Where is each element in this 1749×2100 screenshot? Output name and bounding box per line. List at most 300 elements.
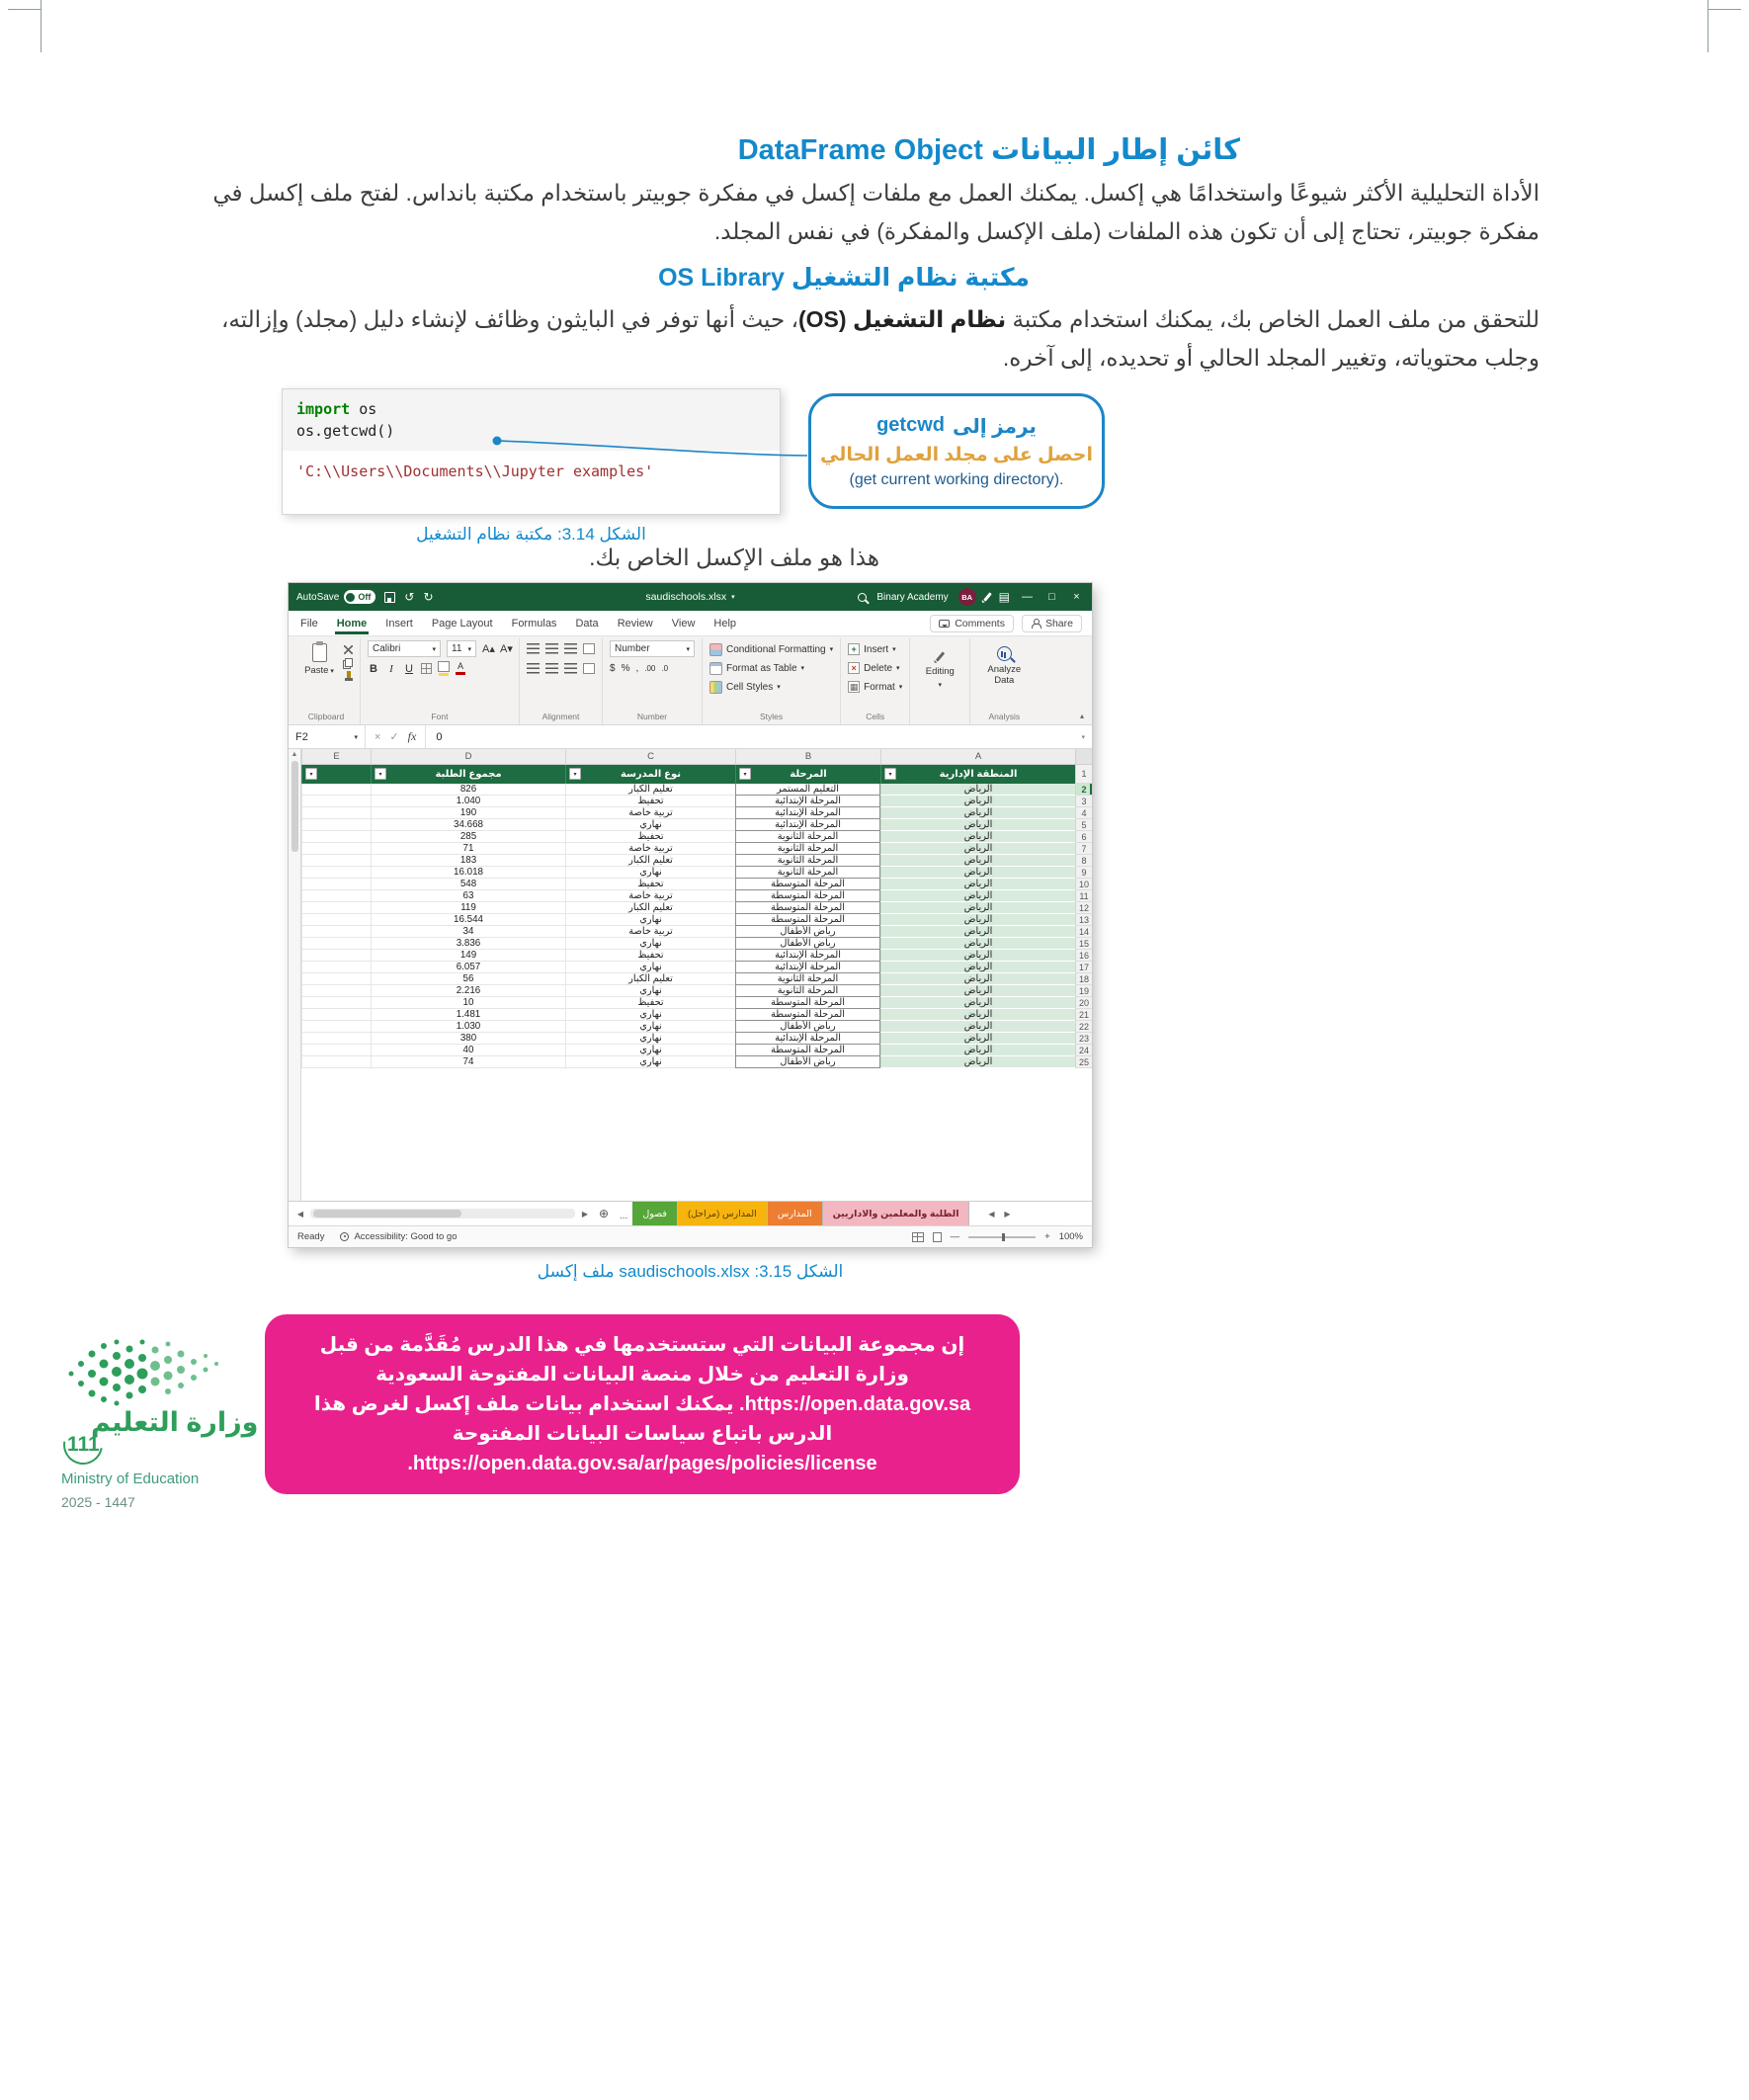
row-header-18[interactable]: 18 <box>1075 973 1092 985</box>
cell-E19[interactable] <box>301 985 371 997</box>
accessibility-status[interactable]: Accessibility: Good to go <box>340 1231 457 1242</box>
edition-years: 2025 - 1447 <box>61 1494 135 1510</box>
cell-B7[interactable]: المرحلة الثانوية <box>735 843 880 855</box>
cell-E24[interactable] <box>301 1045 371 1056</box>
menu-tab-file[interactable]: File <box>300 617 318 630</box>
decrease-decimal-icon[interactable]: .0 <box>661 664 669 673</box>
cell-C21[interactable]: نهاري <box>565 1009 735 1021</box>
cell-D15[interactable]: 3.836 <box>371 938 565 950</box>
cell-B15[interactable]: رياض الأطفال <box>735 938 880 950</box>
cell-A19[interactable]: الرياض <box>880 985 1075 997</box>
cell-C14[interactable]: تربية خاصة <box>565 926 735 938</box>
number-format-select[interactable]: Number ▾ <box>610 640 695 657</box>
row-header-5[interactable]: 5 <box>1075 819 1092 831</box>
cancel-entry-icon[interactable]: × <box>375 730 381 743</box>
page-number: 111 <box>55 1417 111 1472</box>
cell-A15[interactable]: الرياض <box>880 938 1075 950</box>
cell-B11[interactable]: المرحلة المتوسطة <box>735 890 880 902</box>
code-line2: os.getcwd() <box>296 422 395 440</box>
currency-format-icon[interactable]: $ <box>610 663 616 674</box>
cell-A3[interactable]: الرياض <box>880 796 1075 807</box>
formula-input[interactable]: 0 <box>436 730 443 743</box>
decrease-font-icon[interactable]: A▾ <box>500 643 513 655</box>
row-header-2[interactable]: 2 <box>1075 784 1092 796</box>
comma-format-icon[interactable]: , <box>635 663 639 674</box>
cell-A6[interactable]: الرياض <box>880 831 1075 843</box>
row-header-11[interactable]: 11 <box>1075 890 1092 902</box>
autosave-toggle[interactable] <box>296 590 375 604</box>
cell-A7[interactable]: الرياض <box>880 843 1075 855</box>
new-sheet-icon[interactable]: ⊕ <box>598 1207 610 1220</box>
ribbon-format-button[interactable]: ▦ Format ▾ <box>849 681 903 693</box>
ribbon-group-alignment <box>520 638 603 724</box>
ministry-name-english: Ministry of Education <box>61 1470 200 1487</box>
cell-A12[interactable]: الرياض <box>880 902 1075 914</box>
ribbon-conditional-formatting-button[interactable]: Conditional Formatting ▾ <box>709 640 833 658</box>
cell-B17[interactable]: المرحلة الإبتدائية <box>735 962 880 973</box>
align-left-icon[interactable] <box>527 663 540 674</box>
filter-icon[interactable]: ▾ <box>305 768 317 780</box>
cell-A14[interactable]: الرياض <box>880 926 1075 938</box>
sheet-row-11 <box>301 890 1092 902</box>
close-button[interactable]: × <box>1073 591 1080 603</box>
cell-B23[interactable]: المرحلة الإبتدائية <box>735 1033 880 1045</box>
cell-D21[interactable]: 1.481 <box>371 1009 565 1021</box>
menu-tab-view[interactable]: View <box>671 617 696 630</box>
font-name: Calibri <box>373 643 401 654</box>
cell-C2[interactable]: تعليم الكبار <box>565 784 735 796</box>
sheet-row-18 <box>301 973 1092 985</box>
cell-D6[interactable]: 285 <box>371 831 565 843</box>
cell-B13[interactable]: المرحلة المتوسطة <box>735 914 880 926</box>
increase-decimal-icon[interactable]: .00 <box>644 664 656 673</box>
cell-D25[interactable]: 74 <box>371 1056 565 1068</box>
analyze-data-button[interactable] <box>977 640 1031 686</box>
scrollbar-thumb <box>313 1210 461 1218</box>
row-header-25[interactable]: 25 <box>1075 1056 1092 1068</box>
cell-D20[interactable]: 10 <box>371 997 565 1009</box>
menu-tab-formulas[interactable]: Formulas <box>511 617 557 630</box>
increase-font-icon[interactable]: A▴ <box>482 643 495 655</box>
copy-icon[interactable] <box>345 658 353 667</box>
sheet-row-23 <box>301 1033 1092 1045</box>
cell-C12[interactable]: تعليم الكبار <box>565 902 735 914</box>
cell-B21[interactable]: المرحلة المتوسطة <box>735 1009 880 1021</box>
horizontal-scrollbar[interactable] <box>310 1209 575 1218</box>
header-cell-total-students[interactable]: ▾ مجموع الطلبة <box>371 765 565 784</box>
row-header-12[interactable]: 12 <box>1075 902 1092 914</box>
ribbon-group-editing <box>910 638 970 724</box>
cell-D14[interactable]: 34 <box>371 926 565 938</box>
merge-center-icon[interactable] <box>583 663 595 674</box>
hscroll-left-icon[interactable]: ◀ <box>296 1209 304 1218</box>
paste-button[interactable]: Paste ▾ <box>299 640 339 678</box>
cell-A10[interactable]: الرياض <box>880 879 1075 890</box>
pen-icon[interactable] <box>983 592 992 602</box>
menu-tab-review[interactable]: Review <box>617 617 653 630</box>
cell-C5[interactable]: نهاري <box>565 819 735 831</box>
ribbon-cell-styles-button[interactable]: Cell Styles ▾ <box>709 678 833 696</box>
cell-A17[interactable]: الرياض <box>880 962 1075 973</box>
cell-B2[interactable]: التعليم المستمر <box>735 784 880 796</box>
callout-ar-intro: يرمز إلى <box>952 415 1037 438</box>
cell-A25[interactable]: الرياض <box>880 1056 1075 1068</box>
format-painter-icon[interactable] <box>347 671 351 678</box>
cell-A23[interactable]: الرياض <box>880 1033 1075 1045</box>
cell-D13[interactable]: 16.544 <box>371 914 565 926</box>
cell-D16[interactable]: 149 <box>371 950 565 962</box>
share-button[interactable] <box>1022 615 1082 632</box>
column-header-e[interactable]: E <box>301 749 371 764</box>
tab-scroll-left-icon[interactable]: ◀ <box>988 1209 995 1218</box>
callout-connector-line <box>489 425 810 469</box>
sheet-row-21 <box>301 1009 1092 1021</box>
callout-line3: (get current working directory). <box>849 470 1064 488</box>
zoom-out-icon[interactable]: — <box>950 1231 960 1242</box>
cell-B22[interactable]: رياض الأطفال <box>735 1021 880 1033</box>
cell-E5[interactable] <box>301 819 371 831</box>
row-header-15[interactable]: 15 <box>1075 938 1092 950</box>
analysis-group-label: Analysis <box>988 712 1021 721</box>
cell-C25[interactable]: نهاري <box>565 1056 735 1068</box>
cell-A5[interactable]: الرياض <box>880 819 1075 831</box>
sheet-tab-3[interactable]: الطلبة والمعلمين والاداريين <box>823 1202 970 1225</box>
ribbon-group-clipboard <box>292 638 361 724</box>
filter-icon[interactable]: ▾ <box>739 768 751 780</box>
expand-formula-bar-icon[interactable]: ▾ <box>1081 733 1085 741</box>
select-all-corner[interactable] <box>1075 749 1092 764</box>
cell-D19[interactable]: 2.216 <box>371 985 565 997</box>
sheet-row-9 <box>301 867 1092 879</box>
bold-button[interactable]: B <box>370 662 377 675</box>
cell-E2[interactable] <box>301 784 371 796</box>
sheet-tab-1[interactable]: المدارس (مراحل) <box>678 1202 768 1225</box>
cell-A2[interactable]: الرياض <box>880 784 1075 796</box>
row-header-16[interactable]: 16 <box>1075 950 1092 962</box>
italic-button[interactable]: I <box>389 662 393 675</box>
cell-C24[interactable]: نهاري <box>565 1045 735 1056</box>
cell-E20[interactable] <box>301 997 371 1009</box>
cell-A20[interactable]: الرياض <box>880 997 1075 1009</box>
row-header-22[interactable]: 22 <box>1075 1021 1092 1033</box>
callout-function-name: getcwd <box>876 413 945 436</box>
menu-tab-data[interactable]: Data <box>575 617 599 630</box>
minimize-button[interactable]: — <box>1022 591 1033 603</box>
excel-window <box>289 583 1092 1247</box>
cell-A13[interactable]: الرياض <box>880 914 1075 926</box>
zoom-slider-thumb[interactable] <box>1002 1233 1005 1241</box>
row-header-21[interactable]: 21 <box>1075 1009 1092 1021</box>
ribbon-format-as-table-button[interactable]: Format as Table ▾ <box>709 659 833 677</box>
cell-A11[interactable]: الرياض <box>880 890 1075 902</box>
menu-tab-insert[interactable]: Insert <box>385 617 413 630</box>
callout-line2: احصل على مجلد العمل الحالي <box>819 444 1094 465</box>
insert-function-icon[interactable]: fx <box>407 729 417 743</box>
cell-E3[interactable] <box>301 796 371 807</box>
autosave-label: AutoSave <box>296 591 340 603</box>
cell-B19[interactable]: المرحلة الثانوية <box>735 985 880 997</box>
row-header-23[interactable]: 23 <box>1075 1033 1092 1045</box>
ribbon-delete-button[interactable]: × Delete ▾ <box>848 659 902 677</box>
excel-menu-bar <box>289 611 1092 636</box>
cell-C23[interactable]: نهاري <box>565 1033 735 1045</box>
row-header-3[interactable]: 3 <box>1075 796 1092 807</box>
cell-E11[interactable] <box>301 890 371 902</box>
cell-E23[interactable] <box>301 1033 371 1045</box>
cell-B3[interactable]: المرحلة الإبتدائية <box>735 796 880 807</box>
cell-E14[interactable] <box>301 926 371 938</box>
styles-group-label: Styles <box>759 712 784 721</box>
cell-E22[interactable] <box>301 1021 371 1033</box>
underline-button[interactable]: U <box>405 662 413 675</box>
header-cell-region[interactable]: ▾ المنطقة الإدارية <box>880 765 1075 784</box>
cell-B20[interactable]: المرحلة المتوسطة <box>735 997 880 1009</box>
cell-A8[interactable]: الرياض <box>880 855 1075 867</box>
zoom-slider[interactable] <box>968 1236 1036 1238</box>
cell-E13[interactable] <box>301 914 371 926</box>
cell-E25[interactable] <box>301 1056 371 1068</box>
cell-C6[interactable]: تحفيظ <box>565 831 735 843</box>
cell-D7[interactable]: 71 <box>371 843 565 855</box>
header-cell-partial[interactable] <box>301 765 371 784</box>
cell-E6[interactable] <box>301 831 371 843</box>
sheet-row-10 <box>301 879 1092 890</box>
collapse-ribbon-icon[interactable]: ▴ <box>1079 712 1084 720</box>
cell-E17[interactable] <box>301 962 371 973</box>
cell-D18[interactable]: 56 <box>371 973 565 985</box>
cell-B9[interactable]: المرحلة الثانوية <box>735 867 880 879</box>
share-icon <box>1031 619 1041 629</box>
cell-A9[interactable]: الرياض <box>880 867 1075 879</box>
font-name-select[interactable]: Calibri ▾ <box>368 640 441 657</box>
undo-icon[interactable]: ↺ <box>404 590 415 604</box>
row-header-4[interactable]: 4 <box>1075 807 1092 819</box>
cell-C17[interactable]: نهاري <box>565 962 735 973</box>
cell-D3[interactable]: 1.040 <box>371 796 565 807</box>
cell-C20[interactable]: تحفيظ <box>565 997 735 1009</box>
sheet-row-7 <box>301 843 1092 855</box>
editing-button[interactable]: Editing ▾ <box>917 640 962 700</box>
filter-icon[interactable]: ▾ <box>569 768 581 780</box>
cell-C3[interactable]: تحفيظ <box>565 796 735 807</box>
cell-A21[interactable]: الرياض <box>880 1009 1075 1021</box>
header-cell-school-type[interactable]: ▾ نوع المدرسة <box>565 765 735 784</box>
sheet-tab-2[interactable]: المدارس <box>768 1202 823 1225</box>
cell-E16[interactable] <box>301 950 371 962</box>
avatar[interactable]: BA <box>958 588 976 606</box>
column-header-c[interactable]: C <box>565 749 735 764</box>
cell-E21[interactable] <box>301 1009 371 1021</box>
cells-group-label: Cells <box>866 712 885 721</box>
cell-B16[interactable]: المرحلة الإبتدائية <box>735 950 880 962</box>
row-header-14[interactable]: 14 <box>1075 926 1092 938</box>
sheet-row-25 <box>301 1056 1092 1068</box>
ribbon-insert-button[interactable]: + Insert ▾ <box>848 640 902 658</box>
cell-E7[interactable] <box>301 843 371 855</box>
vertical-scrollbar[interactable] <box>289 749 301 1201</box>
cell-B10[interactable]: المرحلة المتوسطة <box>735 879 880 890</box>
delete-icon: × <box>848 662 860 674</box>
column-header-b[interactable]: B <box>735 749 880 764</box>
row-header-9[interactable]: 9 <box>1075 867 1092 879</box>
cell-D24[interactable]: 40 <box>371 1045 565 1056</box>
more-sheets[interactable]: ... <box>620 1211 628 1221</box>
header-cell-stage[interactable]: ▾ المرحلة <box>735 765 880 784</box>
cell-D17[interactable]: 6.057 <box>371 962 565 973</box>
code-keyword: import <box>296 400 351 418</box>
row-header-17[interactable]: 17 <box>1075 962 1092 973</box>
search-icon[interactable] <box>858 593 867 602</box>
filter-icon[interactable]: ▾ <box>884 768 896 780</box>
ministry-logo-dots <box>59 1334 227 1411</box>
comments-button[interactable] <box>930 615 1014 632</box>
style-icon <box>709 681 722 694</box>
excel-intro-text: هذا هو ملف الإكسل الخاص بك. <box>589 545 879 570</box>
align-middle-icon[interactable] <box>545 643 558 654</box>
confirm-entry-icon[interactable]: ✓ <box>389 731 399 743</box>
menu-tab-help[interactable]: Help <box>713 617 737 630</box>
cell-A18[interactable]: الرياض <box>880 973 1075 985</box>
cell-B14[interactable]: رياض الأطفال <box>735 926 880 938</box>
column-header-d[interactable]: D <box>371 749 565 764</box>
excel-titlebar <box>289 583 1092 611</box>
figure-3-14-caption: الشكل 3.14: مكتبة نظام التشغيل <box>416 525 646 544</box>
cell-D9[interactable]: 16.018 <box>371 867 565 879</box>
os-paragraph <box>209 300 1540 378</box>
sheet-tab-0[interactable]: فصول <box>632 1202 678 1225</box>
row-header-19[interactable]: 19 <box>1075 985 1092 997</box>
cell-C7[interactable]: تربية خاصة <box>565 843 735 855</box>
document-title[interactable] <box>645 591 734 603</box>
cell-C15[interactable]: نهاري <box>565 938 735 950</box>
cell-E4[interactable] <box>301 807 371 819</box>
cell-E8[interactable] <box>301 855 371 867</box>
style-icon <box>709 662 722 675</box>
percent-format-icon[interactable]: % <box>621 663 630 674</box>
zoom-level[interactable]: 100% <box>1058 1231 1083 1242</box>
style-icon <box>709 643 722 656</box>
cell-D8[interactable]: 183 <box>371 855 565 867</box>
borders-icon[interactable] <box>421 663 432 674</box>
ribbon-options-icon[interactable]: ▤ <box>998 590 1010 604</box>
menu-tab-page-layout[interactable]: Page Layout <box>431 617 493 630</box>
sheet-tab-bar <box>289 1201 1092 1225</box>
cell-A24[interactable]: الرياض <box>880 1045 1075 1056</box>
cell-A4[interactable]: الرياض <box>880 807 1075 819</box>
cell-C8[interactable]: تعليم الكبار <box>565 855 735 867</box>
sheet-row-24 <box>301 1045 1092 1056</box>
cell-D5[interactable]: 34.668 <box>371 819 565 831</box>
maximize-button[interactable]: □ <box>1048 591 1055 603</box>
cell-D4[interactable]: 190 <box>371 807 565 819</box>
fill-color-icon[interactable] <box>438 661 450 676</box>
cell-A22[interactable]: الرياض <box>880 1021 1075 1033</box>
cell-C19[interactable]: نهاري <box>565 985 735 997</box>
ribbon-group-number <box>603 638 703 724</box>
align-bottom-icon[interactable] <box>564 643 577 654</box>
cell-C9[interactable]: نهاري <box>565 867 735 879</box>
cell-B24[interactable]: المرحلة المتوسطة <box>735 1045 880 1056</box>
font-color-icon[interactable]: A <box>456 662 465 675</box>
align-top-icon[interactable] <box>527 643 540 654</box>
cell-C4[interactable]: تربية خاصة <box>565 807 735 819</box>
wrap-text-icon[interactable] <box>583 643 595 654</box>
cell-D22[interactable]: 1.030 <box>371 1021 565 1033</box>
filter-icon[interactable]: ▾ <box>375 768 386 780</box>
filename: saudischools.xlsx <box>645 591 727 603</box>
cell-B12[interactable]: المرحلة المتوسطة <box>735 902 880 914</box>
cell-C11[interactable]: تربية خاصة <box>565 890 735 902</box>
font-size-select[interactable]: 11 ▾ <box>447 640 476 657</box>
cell-C16[interactable]: تحفيظ <box>565 950 735 962</box>
tab-scroll-right-icon[interactable]: ▶ <box>1004 1209 1011 1218</box>
row-header-1[interactable]: 1 <box>1075 765 1092 784</box>
cell-D11[interactable]: 63 <box>371 890 565 902</box>
name-box[interactable]: F2 ▾ <box>289 725 366 748</box>
cell-C13[interactable]: نهاري <box>565 914 735 926</box>
cut-icon[interactable] <box>344 645 353 654</box>
cell-B18[interactable]: المرحلة الثانوية <box>735 973 880 985</box>
cell-A16[interactable]: الرياض <box>880 950 1075 962</box>
normal-view-icon[interactable] <box>912 1232 924 1242</box>
row-header-24[interactable]: 24 <box>1075 1045 1092 1056</box>
cell-D10[interactable]: 548 <box>371 879 565 890</box>
formula-bar <box>289 725 1092 749</box>
cell-E10[interactable] <box>301 879 371 890</box>
chevron-down-icon: ▾ <box>731 594 735 601</box>
cell-B8[interactable]: المرحلة الثانوية <box>735 855 880 867</box>
scrollbar-thumb <box>292 761 298 852</box>
cell-D23[interactable]: 380 <box>371 1033 565 1045</box>
menu-tab-home[interactable]: Home <box>335 613 370 634</box>
row-header-10[interactable]: 10 <box>1075 879 1092 890</box>
align-right-icon[interactable] <box>564 663 577 674</box>
cell-C10[interactable]: تحفيظ <box>565 879 735 890</box>
data-rows <box>301 784 1092 1068</box>
zoom-in-icon[interactable]: + <box>1044 1231 1050 1242</box>
row-header-20[interactable]: 20 <box>1075 997 1092 1009</box>
scroll-up-icon: ▲ <box>291 751 298 758</box>
cell-D12[interactable]: 119 <box>371 902 565 914</box>
cell-E15[interactable] <box>301 938 371 950</box>
hscroll-right-icon[interactable]: ▶ <box>581 1209 589 1218</box>
cell-E12[interactable] <box>301 902 371 914</box>
redo-icon[interactable]: ↻ <box>423 590 434 604</box>
align-center-icon[interactable] <box>545 663 558 674</box>
analyze-data-icon <box>997 646 1012 661</box>
row-header-13[interactable]: 13 <box>1075 914 1092 926</box>
cell-C22[interactable]: نهاري <box>565 1021 735 1033</box>
sheet-row-17 <box>301 962 1092 973</box>
cell-B25[interactable]: رياض الأطفال <box>735 1056 880 1068</box>
alignment-group-label: Alignment <box>541 712 580 721</box>
cell-B5[interactable]: المرحلة الإبتدائية <box>735 819 880 831</box>
row-header-8[interactable]: 8 <box>1075 855 1092 867</box>
save-icon[interactable] <box>384 592 395 603</box>
cell-B4[interactable]: المرحلة الإبتدائية <box>735 807 880 819</box>
cell-D2[interactable]: 826 <box>371 784 565 796</box>
clipboard-group-label: Clipboard <box>307 712 345 721</box>
row-header-7[interactable]: 7 <box>1075 843 1092 855</box>
cell-E18[interactable] <box>301 973 371 985</box>
row-header-6[interactable]: 6 <box>1075 831 1092 843</box>
cell-C18[interactable]: تعليم الكبار <box>565 973 735 985</box>
comments-label: Comments <box>955 617 1005 630</box>
cell-B6[interactable]: المرحلة الثانوية <box>735 831 880 843</box>
cell-E9[interactable] <box>301 867 371 879</box>
page-layout-view-icon[interactable] <box>933 1232 942 1242</box>
column-header-a[interactable]: A <box>880 749 1075 764</box>
